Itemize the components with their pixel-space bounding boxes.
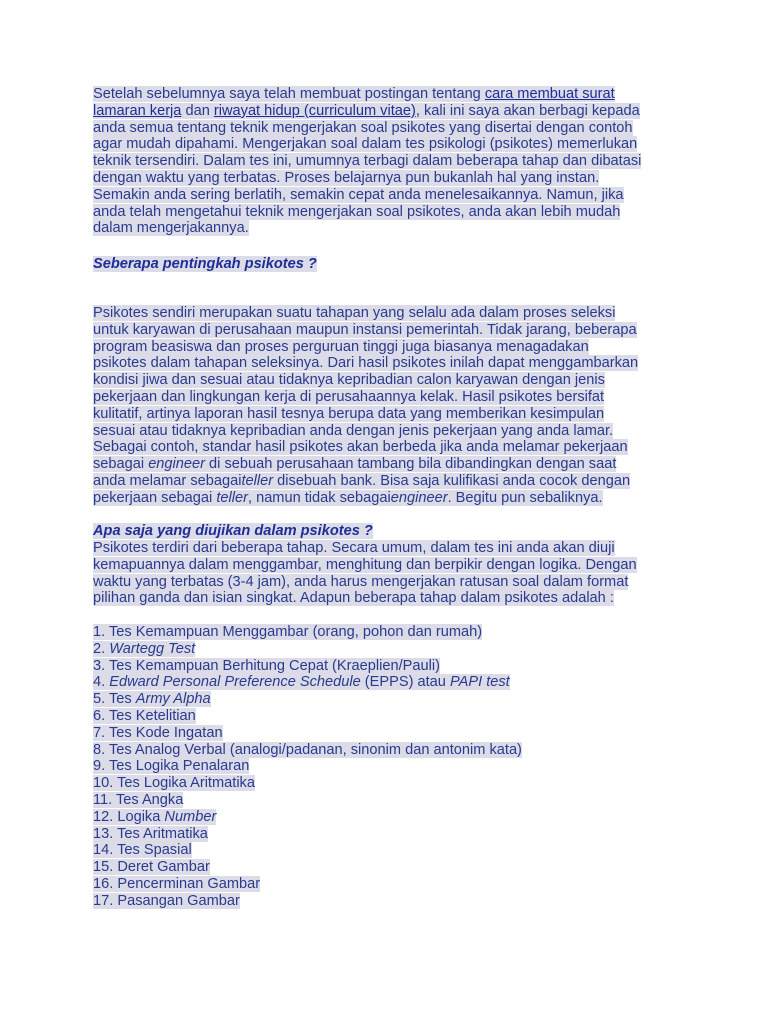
text-line: psikotes dalam tahapan seleksinya. Dari hasil psikotes inilah dapat menggambarkan [93, 355, 639, 372]
text-line: teknik tersendiri. Dalam tes ini, umumnya terbagi dalam beberapa tahap dan dibatasi [93, 153, 642, 170]
text: 2. [93, 640, 110, 657]
text-italic: Army Alpha [135, 691, 211, 708]
text-italic: teller [241, 472, 274, 489]
list-item: 8. Tes Analog Verbal (analogi/padanan, sinonim dan antonim kata) [93, 741, 522, 758]
heading-pentingkah: Seberapa pentingkah psikotes ? [93, 256, 317, 272]
text-line: kemapuannya dalam menggambar, menghitung dan berpikir dengan logika. Dengan [93, 556, 637, 573]
list-item: 9. Tes Logika Penalaran [93, 758, 250, 775]
list-item: 16. Pencerminan Gambar [93, 875, 261, 892]
text: (EPPS) atau [360, 674, 450, 691]
text-line: dengan waktu yang terbatas. Proses belajarnya pun bukanlah hal yang instan. [93, 169, 600, 186]
body-paragraph [93, 305, 638, 507]
list-item: 3. Tes Kemampuan Berhitung Cepat (Kraeplien/Pauli) [93, 657, 440, 674]
heading-diujikan: Apa saja yang diujikan dalam psikotes ? [93, 523, 373, 539]
text: anda melamar sebagai [93, 472, 242, 489]
text-line: program beasiswa dan proses perguruan tinggi juga biasanya menagadakan [93, 338, 589, 355]
text: 5. Tes [93, 691, 136, 708]
text: . Begitu pun sebaliknya. [447, 489, 603, 506]
list-item [93, 674, 510, 690]
list-item: 14. Tes Spasial [93, 842, 192, 859]
text: disebuah bank. Bisa saja kulifikasi anda cocok dengan [273, 472, 631, 489]
text: pekerjaan sebagai [93, 489, 217, 506]
link-riwayat-hidup[interactable]: riwayat hidup (curriculum vitae) [213, 102, 416, 119]
list-item: 13. Tes Aritmatika [93, 825, 208, 842]
text-line: kondisi jiwa dan sesuai atau tidaknya kepribadian calon karyawan dengan jenis [93, 372, 605, 389]
text: sebagai [93, 456, 149, 473]
link-lamaran-kerja[interactable]: lamaran kerja [93, 102, 182, 119]
section-heading [93, 523, 373, 540]
list-item: 10. Tes Logika Aritmatika [93, 775, 255, 792]
text-line: Sebagai contoh, standar hasil psikotes akan berbeda jika anda melamar pekerjaan [93, 439, 628, 456]
list-item: 6. Tes Ketelitian [93, 707, 196, 724]
list-item: 7. Tes Kode Ingatan [93, 724, 223, 741]
link-cara-membuat-surat[interactable]: cara membuat surat [484, 86, 615, 102]
text-line: pekerjaan dan lingkungan kerja di perusahaannya kelak. Hasil psikotes bersifat [93, 388, 605, 405]
text-line: anda telah mengetahui teknik mengerjakan soal psikotes, anda akan lebih mudah [93, 203, 621, 220]
text-line: anda semua tentang teknik mengerjakan soal psikotes yang disertai dengan contoh [93, 119, 633, 136]
section-heading [93, 256, 317, 273]
text-italic: teller [216, 489, 248, 506]
list-item [93, 641, 195, 657]
body-paragraph [93, 540, 637, 607]
text: 12. Logika [93, 808, 165, 825]
list-item [93, 809, 216, 825]
text-line: sesuai atau tidaknya kepribadian anda dengan jenis pekerjaan yang anda lamar. [93, 422, 614, 439]
text-italic: engineer [148, 456, 205, 473]
text-italic: Edward Personal Preference Schedule [109, 674, 361, 691]
list-item: 15. Deret Gambar [93, 859, 210, 876]
text-italic: Wartegg Test [109, 640, 196, 657]
text: 4. [93, 674, 110, 691]
text-line: pilihan ganda dan isian singkat. Adapun beberapa tahap dalam psikotes adalah : [93, 590, 614, 607]
text-line: waktu yang terbatas (3-4 jam), anda harus mengerjakan ratusan soal dalam format [93, 573, 629, 590]
intro-paragraph [93, 86, 641, 237]
list-item: 17. Pasangan Gambar [93, 892, 240, 909]
text: , namun tidak sebagai [247, 489, 391, 506]
text-line: kulitatif, artinya laporan hasil tesnya berupa data yang memberikan kesimpulan [93, 405, 605, 422]
list-item: 11. Tes Angka [93, 791, 184, 808]
text-line: agar mudah dipahami. Mengerjakan soal dalam tes psikologi (psikotes) memerlukan [93, 136, 638, 153]
text-line: untuk karyawan di perusahaan maupun instansi pemerintah. Tidak jarang, beberapa [93, 321, 637, 338]
text-line: Psikotes terdiri dari beberapa tahap. Secara umum, dalam tes ini anda akan diuji [93, 540, 615, 556]
list-item: 1. Tes Kemampuan Menggambar (orang, pohon dan rumah) [93, 624, 483, 640]
text: di sebuah perusahaan tambang bila dibandingkan dengan saat [205, 456, 617, 473]
text: dan [181, 102, 214, 119]
text-line: Semakin anda sering berlatih, semakin cepat anda menelesaikannya. Namun, jika [93, 186, 624, 203]
text-italic: Number [164, 808, 217, 825]
list-item [93, 691, 211, 707]
text: , kali ini saya akan berbagi kepada [415, 102, 640, 119]
text-italic: PAPI test [449, 674, 510, 691]
test-list [93, 624, 522, 910]
text-italic: engineer [390, 489, 448, 506]
text-line: dalam mengerjakannya. [93, 220, 249, 237]
text-line: Psikotes sendiri merupakan suatu tahapan yang selalu ada dalam proses seleksi [93, 305, 616, 321]
text: Setelah sebelumnya saya telah membuat postingan tentang [93, 86, 485, 102]
